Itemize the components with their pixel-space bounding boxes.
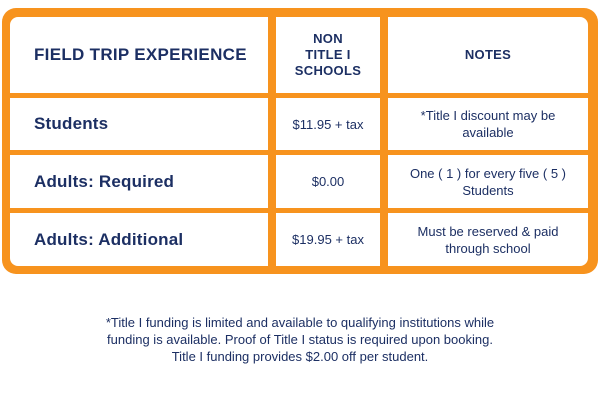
price-value: $11.95 + tax <box>292 116 364 132</box>
header-line: SCHOOLS <box>294 63 362 78</box>
header-label-stack <box>295 31 361 79</box>
header-label: NOTES <box>464 47 512 62</box>
note-cell <box>388 155 588 208</box>
header-line: NON <box>313 31 343 46</box>
price-value: $19.95 + tax <box>292 232 364 247</box>
header-label: FIELD TRIP EXPERIENCE <box>34 45 247 64</box>
price-value: $0.00 <box>311 174 345 189</box>
pricing-table <box>2 8 598 274</box>
price-cell <box>276 155 380 208</box>
header-notes <box>388 17 588 93</box>
price-cell <box>276 213 380 266</box>
header-line: TITLE I <box>305 47 351 62</box>
row-label: Adults: Required <box>34 171 175 191</box>
note-cell <box>388 98 588 150</box>
note-text: Must be reserved & paid through school <box>417 223 559 256</box>
price-cell <box>276 98 380 150</box>
note-text: One ( 1 ) for every five ( 5 ) Students <box>409 165 567 198</box>
note-text: *Title I discount may be available <box>420 108 556 140</box>
row-label: Students <box>34 114 109 133</box>
header-non-title-i-schools <box>276 17 380 93</box>
row-label-cell <box>10 98 268 150</box>
row-label: Adults: Additional <box>34 229 184 249</box>
note-cell <box>388 213 588 266</box>
row-label-cell <box>10 155 268 208</box>
row-label-cell <box>10 213 268 266</box>
footnote-line: funding is available. Proof of Title I status is required upon booking. <box>107 332 493 347</box>
title-i-footnote <box>0 314 600 365</box>
header-field-trip-experience <box>10 17 268 93</box>
footnote-line: *Title I funding is limited and available to qualifying institutions while <box>105 315 495 330</box>
footnote-line: Title I funding provides $2.00 off per student. <box>171 349 429 364</box>
